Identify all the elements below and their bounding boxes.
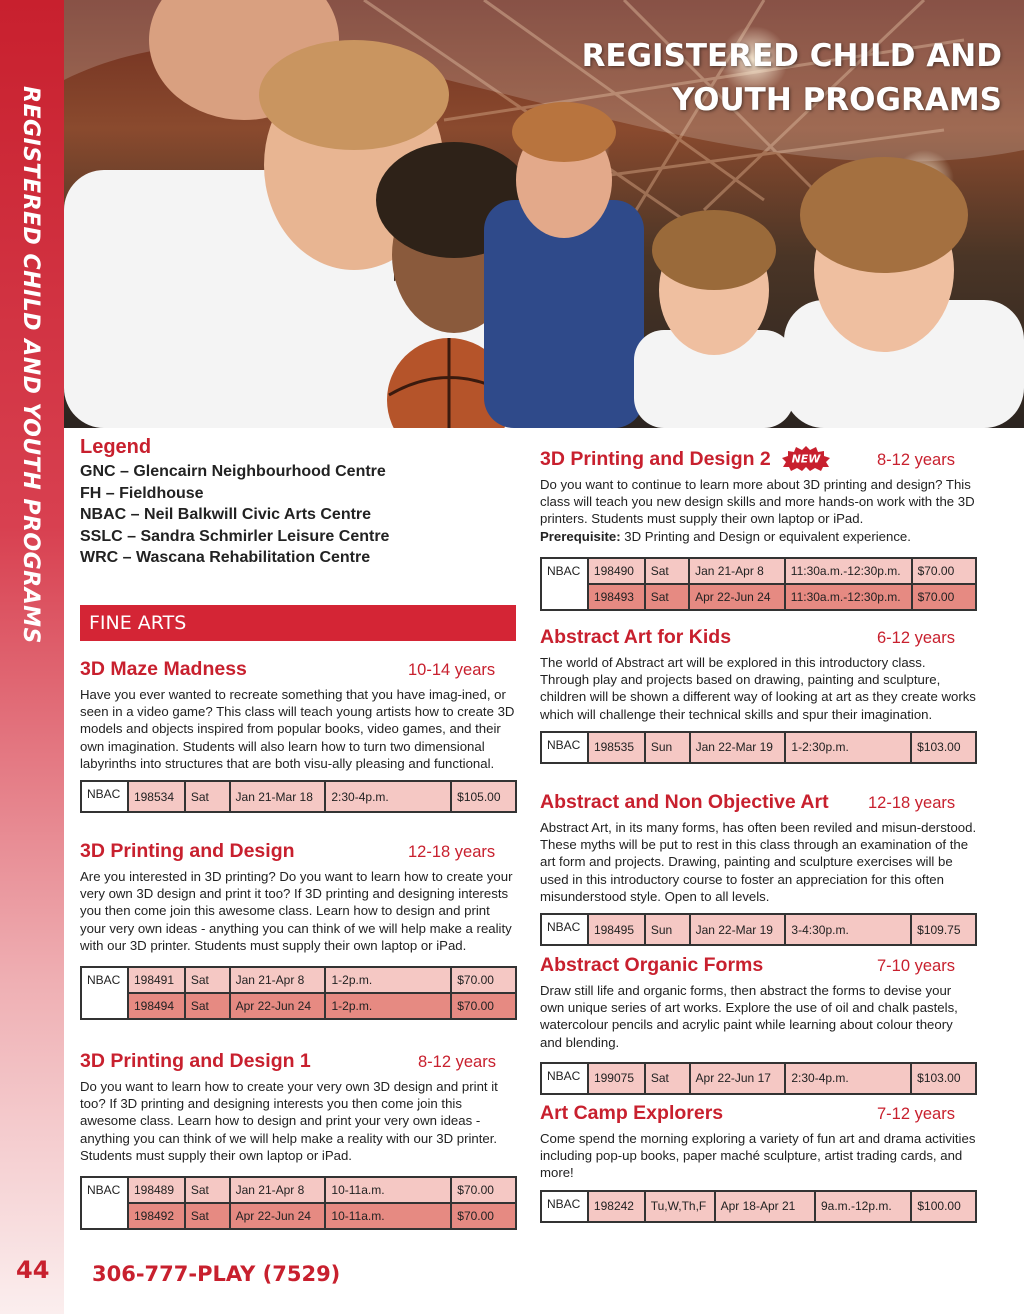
- session-day: Sat: [645, 584, 689, 610]
- session-time: 1-2:30p.m.: [785, 732, 911, 763]
- legend-item: WRC – Wascana Rehabilitation Centre: [80, 549, 371, 566]
- section-header-fine-arts: FINE ARTS: [80, 605, 516, 641]
- session-time: 11:30a.m.-12:30p.m.: [785, 558, 912, 584]
- course-description: Abstract Art, in its many forms, has often been reviled and misun-derstood. These myths will be put to rest in this class through an examination of the art form and projects. Drawing, painting and sculpture exercises will be used in this introductory course to foster an appreciation for this often misunderstood style. Open to all levels.: [540, 820, 977, 904]
- course-3d-printing-and-design-1: [80, 1050, 517, 1230]
- course-code[interactable]: 198534: [128, 781, 185, 812]
- course-age: 8-12 years: [877, 451, 955, 469]
- session-dates: Apr 18-Apr 21: [715, 1191, 815, 1222]
- session-dates: Jan 21-Apr 8: [230, 1177, 326, 1203]
- session-price: $70.00: [451, 967, 516, 993]
- session-day: Sat: [645, 558, 689, 584]
- course-abstract-art-for-kids: [540, 626, 977, 764]
- course-description: Draw still life and organic forms, then abstract the forms to devise your own unique series of art works. Explore the use of oil and chalk pastels, watercolour pencils and acrylic paint while learning about colour theory and blending.: [540, 983, 958, 1050]
- session-day: Sat: [185, 993, 230, 1019]
- course-age: 10-14 years: [408, 661, 496, 679]
- session-dates: Apr 22-Jun 24: [689, 584, 785, 610]
- course-age: 8-12 years: [418, 1053, 496, 1071]
- session-dates: Apr 22-Jun 24: [230, 993, 326, 1019]
- legend-item: GNC – Glencairn Neighbourhood Centre: [80, 463, 386, 480]
- session-price: $70.00: [912, 584, 976, 610]
- new-badge-label: NEW: [791, 452, 821, 466]
- session-price: $100.00: [911, 1191, 976, 1222]
- prerequisite-text: 3D Printing and Design or equivalent experience.: [620, 528, 911, 544]
- page-number: 44: [16, 1256, 50, 1284]
- schedule-table: [540, 1062, 977, 1095]
- session-day: Tu,W,Th,F: [645, 1191, 715, 1222]
- location-code: NBAC: [541, 1063, 588, 1094]
- hero-title-line1: REGISTERED CHILD AND: [581, 38, 1002, 74]
- schedule-table: [80, 1176, 517, 1230]
- course-description: The world of Abstract art will be explored in this introductory class. Through play and projects based on drawing, painting and sculpture, children will be shown a different way of looking at art as they create works which will challenge their technical skills and spur their imagination.: [540, 655, 976, 722]
- course-title: 3D Maze Madness: [80, 658, 247, 680]
- schedule-table: [80, 966, 517, 1020]
- course-title: Abstract Art for Kids: [540, 626, 732, 648]
- session-price: $109.75: [911, 914, 976, 945]
- session-price: $70.00: [912, 558, 976, 584]
- session-time: 3-4:30p.m.: [785, 914, 911, 945]
- new-badge-icon: [781, 445, 831, 471]
- hero-title: [582, 34, 1002, 122]
- location-code: NBAC: [81, 967, 128, 1019]
- legend-item: NBAC – Neil Balkwill Civic Arts Centre: [80, 506, 372, 523]
- session-time: 1-2p.m.: [325, 993, 451, 1019]
- course-abstract-and-non-objective-art: [540, 791, 977, 946]
- course-age: 7-12 years: [877, 1105, 955, 1123]
- hero-photo: [64, 0, 1024, 428]
- session-day: Sat: [185, 967, 230, 993]
- legend-title: Legend: [80, 436, 152, 458]
- legend-item: FH – Fieldhouse: [80, 484, 204, 502]
- session-time: 11:30a.m.-12:30p.m.: [785, 584, 912, 610]
- course-description: Have you ever wanted to recreate something that you have imag-ined, or seen in a video game? This class will teach young artists how to create 3D models and objects inspired from popular books, video games, and their own imagination. Students will also learn how to turn two dimensional labyrinths into structures that are both visu-ally pleasing and functional.: [80, 687, 515, 771]
- course-code[interactable]: 198493: [588, 584, 645, 610]
- location-code: NBAC: [81, 1177, 128, 1229]
- schedule-table: [80, 780, 517, 813]
- course-code[interactable]: 198489: [128, 1177, 185, 1203]
- schedule-table: [540, 1190, 977, 1223]
- course-title: Art Camp Explorers: [540, 1102, 724, 1124]
- session-time: 9a.m.-12p.m.: [815, 1191, 911, 1222]
- prerequisite-label: Prerequisite:: [540, 528, 621, 544]
- course-code[interactable]: 198495: [588, 914, 645, 945]
- session-price: $70.00: [451, 1203, 516, 1229]
- location-code: NBAC: [81, 781, 128, 812]
- hero-title-line2: YOUTH PROGRAMS: [671, 82, 1002, 118]
- location-code: NBAC: [541, 558, 588, 610]
- course-title: Abstract Organic Forms: [540, 954, 764, 976]
- course-description: Come spend the morning exploring a variety of fun art and drama activities including pop-up books, paper maché sculpture, artist trading cards, and more!: [540, 1131, 976, 1181]
- course-code[interactable]: 198492: [128, 1203, 185, 1229]
- session-dates: Jan 21-Apr 8: [689, 558, 785, 584]
- session-day: Sat: [185, 1177, 230, 1203]
- session-price: $70.00: [451, 993, 516, 1019]
- session-time: 1-2p.m.: [325, 967, 451, 993]
- legend: [80, 436, 510, 569]
- course-description: Do you want to learn how to create your very own 3D design and print it too? If 3D printing and designing interests you then come join this awesome class. Learn how to design and print your very own ideas - anything you can think of we will help make a reality with our 3D printer. Students must supply their own laptop or iPad.: [80, 1079, 498, 1163]
- session-dates: Jan 22-Mar 19: [690, 732, 786, 763]
- schedule-table: [540, 557, 977, 611]
- location-code: NBAC: [541, 1191, 588, 1222]
- course-description-text: Do you want to continue to learn more about 3D printing and design? This class will teach you new design skills and more hands-on work with the 3D printers. Students must supply their own laptop or iPad.: [540, 477, 975, 527]
- sidebar-band: [0, 0, 64, 1314]
- session-price: $103.00: [911, 732, 976, 763]
- course-abstract-organic-forms: [540, 954, 977, 1095]
- session-time: 10-11a.m.: [325, 1203, 451, 1229]
- course-code[interactable]: 198494: [128, 993, 185, 1019]
- session-dates: Jan 21-Apr 8: [230, 967, 326, 993]
- course-title: Abstract and Non Objective Art: [540, 791, 829, 813]
- session-day: Sat: [185, 781, 230, 812]
- course-code[interactable]: 199075: [588, 1063, 645, 1094]
- session-day: Sat: [645, 1063, 690, 1094]
- course-age: 6-12 years: [877, 629, 955, 647]
- schedule-table: [540, 913, 977, 946]
- session-dates: Apr 22-Jun 17: [690, 1063, 786, 1094]
- session-time: 10-11a.m.: [325, 1177, 451, 1203]
- session-day: Sun: [645, 732, 690, 763]
- session-time: 2:30-4p.m.: [785, 1063, 911, 1094]
- schedule-table: [540, 731, 977, 764]
- course-title: 3D Printing and Design: [80, 840, 295, 862]
- footer-phone: 306-777-PLAY (7529): [92, 1262, 341, 1286]
- location-code: NBAC: [541, 732, 588, 763]
- course-code[interactable]: 198491: [128, 967, 185, 993]
- session-day: Sun: [645, 914, 690, 945]
- course-3d-printing-and-design: [80, 840, 517, 1020]
- course-description: Are you interested in 3D printing? Do you want to learn how to create your very own 3D design and print it too? If 3D printing and designing interests you then come join this awesome class. Learn how to design and print your very own ideas - anything you can think of we will help make a reality with our 3D printer. Students must supply their own laptop or iPad.: [80, 869, 513, 953]
- session-price: $70.00: [451, 1177, 516, 1203]
- course-age: 12-18 years: [868, 794, 956, 812]
- course-title: 3D Printing and Design 2: [540, 448, 771, 470]
- session-dates: Jan 22-Mar 19: [690, 914, 786, 945]
- course-3d-maze-madness: [80, 658, 517, 813]
- legend-item: SSLC – Sandra Schmirler Leisure Centre: [80, 527, 390, 545]
- location-code: NBAC: [541, 914, 588, 945]
- course-code[interactable]: 198535: [588, 732, 645, 763]
- session-dates: Jan 21-Mar 18: [230, 781, 326, 812]
- session-price: $105.00: [451, 781, 516, 812]
- session-time: 2:30-4p.m.: [325, 781, 451, 812]
- sidebar-title: REGISTERED CHILD AND YOUTH PROGRAMS: [18, 86, 43, 644]
- course-description: [540, 476, 977, 545]
- course-code[interactable]: 198242: [588, 1191, 645, 1222]
- course-age: 12-18 years: [408, 843, 496, 861]
- session-dates: Apr 22-Jun 24: [230, 1203, 326, 1229]
- course-art-camp-explorers: [540, 1102, 977, 1223]
- session-day: Sat: [185, 1203, 230, 1229]
- course-title: 3D Printing and Design 1: [80, 1050, 311, 1072]
- course-3d-printing-and-design-2: [540, 448, 977, 611]
- course-age: 7-10 years: [877, 957, 955, 975]
- course-code[interactable]: 198490: [588, 558, 645, 584]
- session-price: $103.00: [911, 1063, 976, 1094]
